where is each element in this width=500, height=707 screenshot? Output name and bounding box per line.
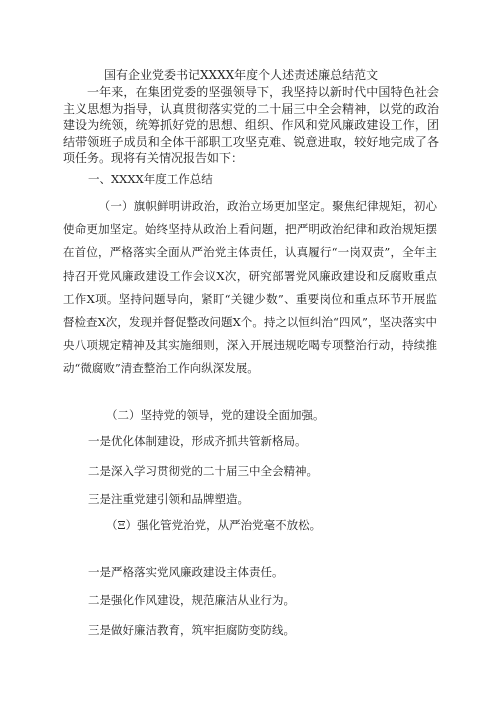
section-1-2-item-2: 二是深入学习贯彻党的二十届三中全会精神。 [88,464,318,478]
section-1-3-heading: （Ξ）强化管党治党，从严治党毫不放松。 [106,518,322,532]
section-1-heading: 一、XXXX年度工作总结 [88,172,213,186]
section-1-1-paragraph: （一）旗帜鲜明讲政治，政治立场更加坚定。聚焦纪律规矩，初心使命更加坚定。始终坚持从政治上看问题，把严明政治纪律和政治规矩摆在首位，严格落实全面从严治党主体责任，认真履行“一岗双责”，全年主持召开党风廉政建设工作会议X次，研究部署党风廉政建设和反腐败重点工作X项。坚持问题导向，紧盯“关键少数”、重要岗位和重点环节开展监督检查X次，发现并督促整改问题X个。持之以恒纠治“四风”，坚决落实中央八项规定精神及其实施细则，深入开展违规吃喝专项整治行动，持续推动“微腐败”清查整治工作向纵深发展。 [63,199,437,376]
intro-paragraph: 一年来，在集团党委的坚强领导下，我坚持以新时代中国特色社会主义思想为指导，认真贯彻落实党的二十届三中全会精神，以党的政治建设为统领，统筹抓好党的思想、组织、作风和党风廉政建设工作，团结带领班子成员和全体干部职工攻坚克难、锐意进取，较好地完成了各项任务。现将有关情况报告如下： [63,85,439,165]
section-1-3-item-3: 三是做好廉洁教育，筑牢拒腐防变防线。 [88,623,295,637]
section-1-2-item-1: 一是优化体制建设，形成齐抓共管新格局。 [88,434,307,448]
section-1-2-item-3: 三是注重党建引领和品牌塑造。 [88,492,249,506]
section-1-2-heading: （二）坚持党的领导，党的建设全面加强。 [106,408,325,422]
section-1-3-item-1: 一是严格落实党风廉政建设主体责任。 [88,565,284,579]
section-1-3-item-2: 二是强化作风建设，规范廉洁从业行为。 [88,593,295,607]
document-title: 国有企业党委书记XXXX年度个人述责述廉总结范文 [104,68,379,82]
